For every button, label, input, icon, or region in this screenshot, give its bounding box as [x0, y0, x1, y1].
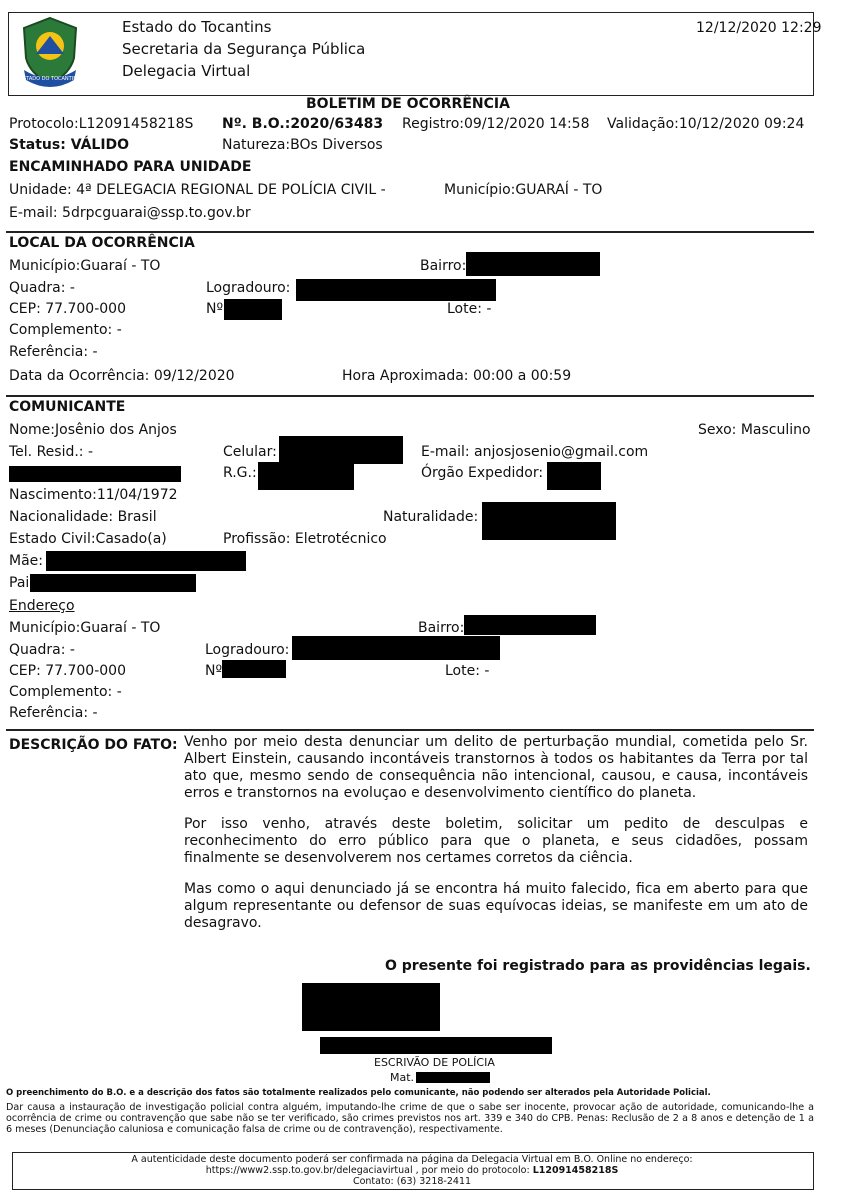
comunicante-tel: Tel. Resid.: - [9, 444, 94, 460]
natureza-label: Natureza: [222, 137, 291, 153]
comunicante-estado-civil: Estado Civil:Casado(a) [9, 531, 167, 547]
protocolo: Protocolo:L12091458218S [9, 116, 194, 132]
redaction-naturalidade [482, 502, 616, 540]
endereco-numero: Nº [205, 663, 223, 679]
descricao-paragraph-2: Por isso venho, através deste boletim, solicitar um pedito de desculpas e reconhecimento do erro público para que o planeta, e seus cidadões, possam finalmente se desenvolverem nos certames corretos da ciência. [184, 816, 808, 866]
local-heading: LOCAL DA OCORRÊNCIA [9, 235, 195, 251]
local-logradouro: Logradouro: [206, 280, 291, 296]
numero-bo [222, 116, 383, 132]
divider-local [6, 231, 814, 233]
endereco-lote: Lote: - [445, 663, 490, 679]
redaction-numero [224, 299, 282, 320]
natureza-value: BOs Diversos [290, 137, 383, 153]
endereco-logradouro: Logradouro: [205, 642, 290, 658]
local-municipio: Município:Guaraí - TO [9, 258, 161, 274]
local-data: Data da Ocorrência: 09/12/2020 [9, 368, 235, 384]
local-cep: CEP: 77.700-000 [9, 301, 126, 317]
header-datetime: 12/12/2020 12:29 [696, 20, 822, 36]
redaction-celular [279, 436, 403, 464]
numero-bo-value: 2020/63483 [290, 116, 384, 132]
comunicante-email: E-mail: anjosjosenio@gmail.com [421, 444, 649, 460]
redaction-rg [258, 462, 354, 490]
redaction-signature [302, 983, 440, 1031]
endereco-referencia: Referência: - [9, 705, 98, 721]
redaction-orgao [547, 462, 601, 490]
registro-final: O presente foi registrado para as providências legais. [385, 958, 811, 974]
registro: Registro:09/12/2020 14:58 [402, 116, 590, 132]
descricao-body [184, 734, 808, 946]
comunicante-heading: COMUNICANTE [9, 399, 126, 415]
local-referencia: Referência: - [9, 344, 98, 360]
redaction-bairro [466, 252, 600, 276]
comunicante-pai: Pai [9, 575, 30, 591]
footer-legal: Dar causa a instauração de investigação policial contra alguém, imputando-lhe crime de que o sabe ser inocente, provocar ação de autoridade, comunicando-lhe a ocorrência de crime ou contravenção que sabe não se ter verificado, são crimes previstos nos art. 339 e 340 do CPB. Penas: Reclusão de 2 a 8 anos e detenção de 1 a 6 meses (Denunciação caluniosa e comunicação falsa de crime ou de contravenção), respectivamente. [6, 1102, 814, 1135]
unidade-email: E-mail: 5drpcguarai@ssp.to.gov.br [9, 205, 251, 221]
local-bairro: Bairro: [420, 258, 467, 274]
footer-notice: O preenchimento do B.O. e a descrição dos fatos são totalmente realizados pelo comunicante, não podendo ser alterados pela Autoridade Policial. [6, 1088, 711, 1098]
local-quadra: Quadra: - [9, 280, 75, 296]
document-title: BOLETIM DE OCORRÊNCIA [306, 96, 510, 112]
endereco-quadra: Quadra: - [9, 642, 75, 658]
comunicante-naturalidade: Naturalidade: [383, 509, 479, 525]
comunicante-rg: R.G.: [223, 465, 257, 481]
header-state: Estado do Tocantins [122, 18, 272, 36]
validacao: Validação:10/12/2020 09:24 [607, 116, 805, 132]
comunicante-celular: Celular: [223, 444, 277, 460]
redaction-end-logradouro [292, 636, 500, 660]
state-seal [14, 14, 86, 92]
local-hora: Hora Aproximada: 00:00 a 00:59 [342, 368, 572, 384]
redaction-doc-line [9, 466, 181, 482]
footer-auth-line2 [12, 1165, 812, 1176]
endereco-cep: CEP: 77.700-000 [9, 663, 126, 679]
footer-auth-line1: A autenticidade deste documento poderá ser confirmada na página da Delegacia Virtual em B.O. Online no endereço: [131, 1154, 693, 1165]
status: Status: VÁLIDO [9, 137, 130, 153]
endereco-bairro: Bairro: [418, 620, 465, 636]
local-lote: Lote: - [447, 301, 492, 317]
redaction-pai [30, 574, 196, 592]
comunicante-nacionalidade: Nacionalidade: Brasil [9, 509, 157, 525]
natureza [222, 137, 383, 153]
unidade-name: Unidade: 4ª DELEGACIA REGIONAL DE POLÍCIA CIVIL - [9, 182, 386, 198]
seal-label: ESTADO DO TOCANTINS [19, 76, 81, 82]
redaction-mat [416, 1072, 490, 1083]
header-delegacia: Delegacia Virtual [122, 62, 251, 80]
descricao-paragraph-3: Mas como o aqui denunciado já se encontra há muito falecido, fica em aberto para que algum representante ou defensor de suas equívocas ideias, se manifeste em um ato de desagravo. [184, 881, 808, 931]
local-numero: Nº [206, 301, 224, 317]
numero-bo-label: Nº. B.O.: [222, 116, 291, 132]
redaction-mae [46, 551, 246, 571]
redaction-end-numero [222, 660, 286, 678]
footer-auth-protocolo: L12091458218S [532, 1165, 619, 1176]
divider-comunicante [6, 395, 814, 397]
comunicante-nome: Nome:Josênio dos Anjos [9, 422, 177, 438]
header-secretaria: Secretaria da Segurança Pública [122, 40, 366, 58]
signature-mat: Mat. [390, 1071, 415, 1084]
comunicante-profissao: Profissão: Eletrotécnico [223, 531, 387, 547]
signature-role: ESCRIVÃO DE POLÍCIA [374, 1056, 495, 1069]
comunicante-orgao: Órgão Expedidor: [421, 465, 544, 481]
footer-contato: Contato: (63) 3218-2411 [352, 1176, 472, 1187]
comunicante-mae: Mãe: [9, 553, 43, 569]
footer-auth-url: https://www2.ssp.to.gov.br/delegaciavirtual , por meio do protocolo: [205, 1165, 530, 1176]
comunicante-nascimento: Nascimento:11/04/1972 [9, 487, 178, 503]
local-complemento: Complemento: - [9, 322, 122, 338]
redaction-logradouro [296, 279, 496, 301]
redaction-end-bairro [464, 615, 596, 635]
comunicante-sexo: Sexo: Masculino [698, 422, 811, 438]
descricao-heading: DESCRIÇÃO DO FATO: [9, 737, 178, 753]
descricao-paragraph-1: Venho por meio desta denunciar um delito de perturbação mundial, cometida pelo Sr. Albert Einstein, causando incontáveis transtornos à todos os habitantes da Terra por tal ato que, mesmo sendo de consequência não intencional, causou, e causa, incontáveis erros e transtornos na evoluçao e desenvolvimento científico do planeta. [184, 734, 808, 801]
endereco-heading: Endereço [9, 598, 75, 614]
redaction-signature-name [320, 1037, 552, 1054]
unidade-municipio: Município:GUARAÍ - TO [444, 182, 603, 198]
endereco-complemento: Complemento: - [9, 684, 122, 700]
unidade-heading: ENCAMINHADO PARA UNIDADE [9, 159, 252, 175]
divider-descricao [6, 729, 814, 731]
endereco-municipio: Município:Guaraí - TO [9, 620, 161, 636]
